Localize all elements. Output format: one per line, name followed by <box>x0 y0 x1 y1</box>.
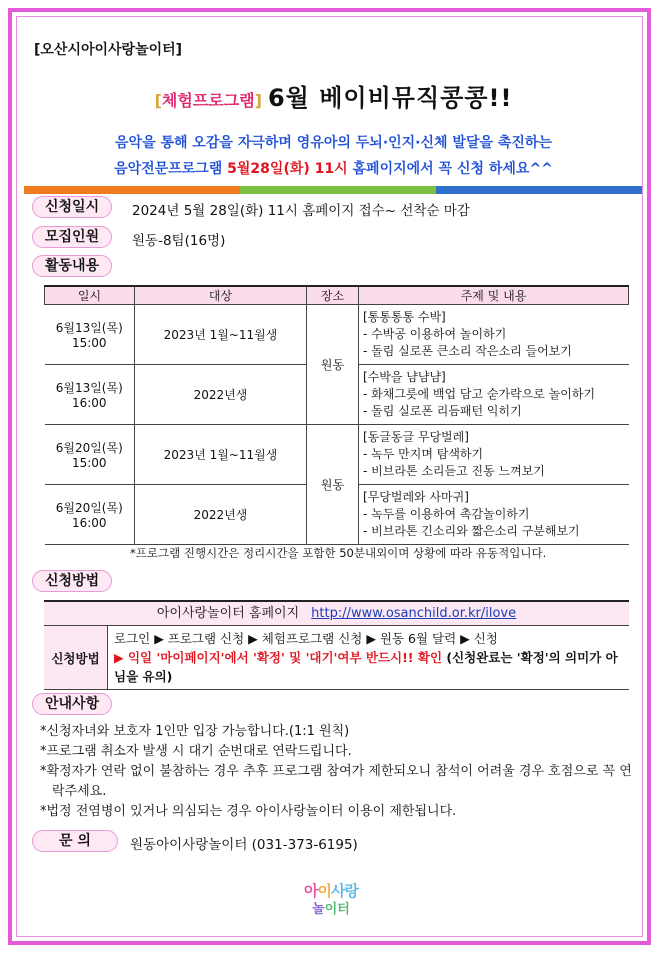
bracket-close: ] <box>254 91 262 110</box>
org-name: [오산시아이사랑놀이터] <box>34 42 183 58</box>
header-target: 대상 <box>135 286 307 305</box>
guide-list <box>40 722 640 822</box>
title-main: 6월 베이비뮤직콩콩!! <box>267 84 513 112</box>
method-steps: 로그인 ▶ 프로그램 신청 ▶ 체험프로그램 신청 ▶ 원동 6월 달력 ▶ 신청 <box>114 631 498 646</box>
subtitle-prefix: 음악전문프로그램 <box>114 161 228 177</box>
guide-item: *프로그램 취소자 발생 시 대기 순번대로 연락드립니다. <box>40 744 352 759</box>
topic-title: [동글동글 무당벌레] <box>363 430 469 444</box>
page-frame <box>8 8 651 945</box>
topic-item: - 녹두를 이용하여 촉감놀이하기 <box>363 507 530 521</box>
schedule-note: *프로그램 진행시간은 정리시간을 포함한 50분내외이며 상황에 따라 유동적입니다. <box>130 546 547 560</box>
topic-item: - 돌림 실로폰 리듬패턴 익히기 <box>363 404 522 418</box>
topic-title: [무당벌레와 사마귀] <box>363 490 469 504</box>
header-date: 일시 <box>45 286 135 305</box>
subtitle-suffix: 홈페이지에서 꼭 신청 하세요^^ <box>347 161 553 177</box>
table-row <box>45 425 629 485</box>
method-row-label: 신청방법 <box>44 626 108 689</box>
cell-datetime <box>45 305 135 365</box>
guide-item: *법정 전염병이 있거나 의심되는 경우 아이사랑놀이터 이용이 제한됩니다. <box>40 804 457 819</box>
guide-item: *신청자녀와 보호자 1인만 입장 가능합니다.(1:1 원칙) <box>40 724 350 739</box>
logo-part: 사랑 <box>331 882 358 900</box>
method-check-black: (신청완료는 '확정'의 의미가 아님을 유의) <box>114 650 618 684</box>
cell-time: 15:00 <box>71 456 107 470</box>
color-bar-green <box>240 186 436 194</box>
method-content <box>108 626 629 689</box>
topic-item: - 수박공 이용하여 놀이하기 <box>363 327 507 341</box>
table-row <box>45 305 629 365</box>
apply-date-label: 신청일시 <box>32 196 112 218</box>
subtitle-date: 5월28일(화) 11시 <box>227 161 348 177</box>
cell-target: 2022년생 <box>135 365 307 425</box>
topic-item: - 비브라톤 소리듣고 진동 느껴보기 <box>363 464 545 478</box>
guide-item: *확정자가 연락 없이 불참하는 경우 추후 프로그램 참여가 제한되오니 참석이 어려울 경우 호점으로 꼭 연락주세요. <box>40 764 632 799</box>
topic-item: - 비브라톤 긴소리와 짧은소리 구분해보기 <box>363 524 580 538</box>
cell-time: 15:00 <box>71 336 107 350</box>
cell-datetime <box>45 425 135 485</box>
apply-date-value: 2024년 5월 28일(화) 11시 홈페이지 접수~ 선착순 마감 <box>132 203 470 219</box>
cell-time: 16:00 <box>71 396 107 410</box>
cell-date: 6월20일(목) <box>55 441 123 455</box>
cell-topic <box>359 425 629 485</box>
logo <box>300 880 362 917</box>
cell-place: 원동 <box>307 305 359 425</box>
page-title <box>12 78 655 113</box>
contact-label: 문 의 <box>32 830 118 852</box>
cell-topic <box>359 305 629 365</box>
cell-target: 2023년 1월~11월생 <box>135 305 307 365</box>
recruit-label: 모집인원 <box>32 226 112 248</box>
site-name: 아이사랑놀이터 홈페이지 <box>156 606 300 621</box>
site-link[interactable]: http://www.osanchild.or.kr/ilove <box>311 606 517 621</box>
color-bar-orange <box>24 186 240 194</box>
method-steps-row <box>44 626 629 689</box>
logo-part: 이터 <box>324 902 350 917</box>
topic-item: - 돌림 실로폰 큰소리 작은소리 들어보기 <box>363 344 572 358</box>
cell-datetime <box>45 365 135 425</box>
program-tag-label: 체험프로그램 <box>161 91 255 110</box>
color-bar-blue <box>436 186 642 194</box>
topic-title: [통통통통 수박] <box>363 310 446 324</box>
cell-date: 6월13일(목) <box>55 321 123 335</box>
bracket-open: [ <box>154 91 162 110</box>
cell-date: 6월20일(목) <box>55 501 123 515</box>
cell-target: 2022년생 <box>135 485 307 545</box>
logo-part: 아 <box>304 882 318 900</box>
cell-time: 16:00 <box>71 516 107 530</box>
contact-value: 원동아이사랑놀이터 (031-373-6195) <box>130 837 358 853</box>
method-check <box>114 648 623 686</box>
schedule-header-row <box>45 286 629 305</box>
method-site-row <box>44 602 629 626</box>
header-place: 장소 <box>307 286 359 305</box>
method-box <box>44 600 629 690</box>
topic-title: [수박을 냠냠냠] <box>363 370 446 384</box>
method-check-red: ▶ 익일 '마이페이지'에서 '확정' 및 '대기'여부 반드시!! 확인 <box>114 650 443 665</box>
topic-item: - 녹두 만지며 탐색하기 <box>363 447 484 461</box>
topic-item: - 화채그릇에 백업 담고 숟가락으로 놀이하기 <box>363 387 596 401</box>
cell-datetime <box>45 485 135 545</box>
cell-topic <box>359 365 629 425</box>
cell-target: 2023년 1월~11월생 <box>135 425 307 485</box>
schedule-table <box>44 285 629 545</box>
method-label: 신청방법 <box>32 570 112 592</box>
logo-part: 이 <box>317 882 331 900</box>
cell-date: 6월13일(목) <box>55 381 123 395</box>
subtitle-line1: 음악을 통해 오감을 자극하며 영유아의 두뇌·인지·신체 발달을 촉진하는 <box>115 135 552 151</box>
cell-topic <box>359 485 629 545</box>
logo-part: 놀 <box>312 902 325 917</box>
header-topic: 주제 및 내용 <box>359 286 629 305</box>
subtitle-line2 <box>12 158 655 178</box>
cell-place: 원동 <box>307 425 359 545</box>
program-tag <box>155 91 262 110</box>
guide-label: 안내사항 <box>32 693 112 715</box>
recruit-value: 원동-8팀(16명) <box>132 233 226 249</box>
activity-label: 활동내용 <box>32 255 112 277</box>
